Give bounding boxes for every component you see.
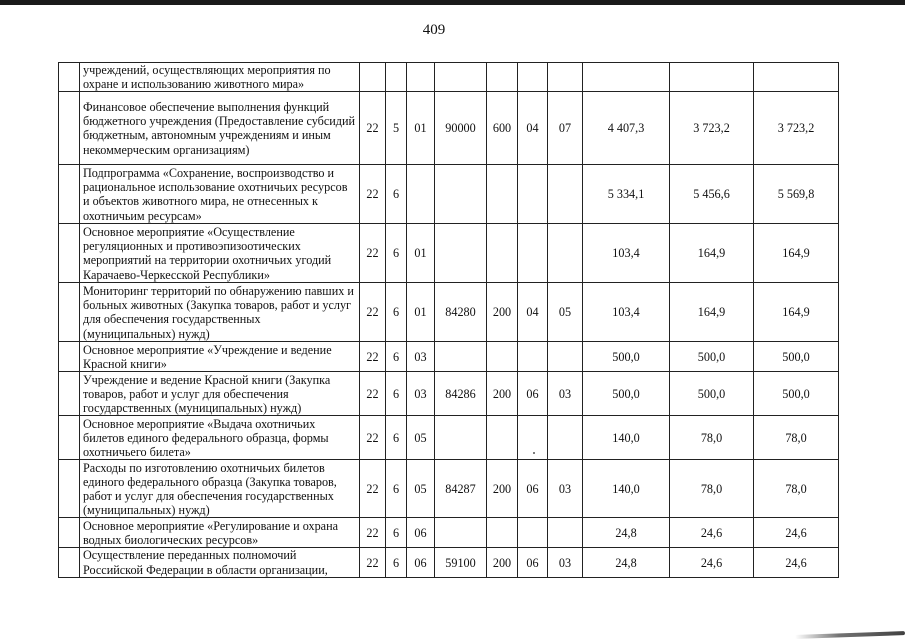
code-3-cell xyxy=(407,165,435,224)
code-4-cell xyxy=(435,518,487,548)
row-number-cell xyxy=(59,63,80,92)
code-4-cell xyxy=(435,224,487,283)
code-6-cell: 04 xyxy=(518,283,548,342)
row-number-cell xyxy=(59,548,80,577)
row-number-cell xyxy=(59,92,80,165)
row-description: Учреждение и ведение Красной книги (Закупка товаров, работ и услуг для обеспечения государственных (муниципальных) нужд) xyxy=(80,372,360,416)
code-6-cell xyxy=(518,518,548,548)
row-description: Основное мероприятие «Выдача охотничьих билетов единого федерального образца, формы охотничьего билета» xyxy=(80,416,360,460)
row-number-cell xyxy=(59,416,80,460)
code-7-cell xyxy=(548,342,583,372)
row-description: Мониторинг территорий по обнаружению павших и больных животных (Закупка товаров, работ и услуг для обеспечения государственных (муниципальных) нужд) xyxy=(80,283,360,342)
amount-1-cell xyxy=(583,63,670,92)
row-description: Основное мероприятие «Регулирование и охрана водных биологических ресурсов» xyxy=(80,518,360,548)
code-7-cell xyxy=(548,63,583,92)
code-6-cell: 06 xyxy=(518,548,548,577)
code-4-cell: 90000 xyxy=(435,92,487,165)
code-7-cell xyxy=(548,518,583,548)
code-4-cell xyxy=(435,416,487,460)
code-1-cell: 22 xyxy=(360,460,386,518)
code-2-cell: 6 xyxy=(386,165,407,224)
code-2-cell: 6 xyxy=(386,342,407,372)
scan-top-border xyxy=(0,0,905,5)
amount-2-cell: 164,9 xyxy=(670,224,754,283)
code-2-cell: 5 xyxy=(386,92,407,165)
amount-2-cell: 500,0 xyxy=(670,372,754,416)
amount-2-cell: 164,9 xyxy=(670,283,754,342)
row-number-cell xyxy=(59,372,80,416)
code-3-cell: 03 xyxy=(407,342,435,372)
code-6-cell xyxy=(518,342,548,372)
amount-3-cell: 164,9 xyxy=(754,283,839,342)
code-5-cell: 200 xyxy=(487,548,518,577)
code-7-cell xyxy=(548,165,583,224)
amount-3-cell: 500,0 xyxy=(754,372,839,416)
code-1-cell: 22 xyxy=(360,548,386,577)
amount-3-cell: 24,6 xyxy=(754,518,839,548)
code-1-cell: 22 xyxy=(360,342,386,372)
code-2-cell: 6 xyxy=(386,283,407,342)
amount-1-cell: 500,0 xyxy=(583,342,670,372)
table-row xyxy=(59,518,839,548)
amount-2-cell xyxy=(670,63,754,92)
code-6-cell: 06 xyxy=(518,460,548,518)
code-2-cell: 6 xyxy=(386,518,407,548)
code-5-cell xyxy=(487,416,518,460)
row-number-cell xyxy=(59,224,80,283)
code-7-cell: 03 xyxy=(548,548,583,577)
amount-3-cell: 78,0 xyxy=(754,416,839,460)
amount-1-cell: 103,4 xyxy=(583,224,670,283)
code-3-cell: 03 xyxy=(407,372,435,416)
code-3-cell xyxy=(407,63,435,92)
code-2-cell: 6 xyxy=(386,372,407,416)
code-5-cell: 200 xyxy=(487,460,518,518)
code-4-cell xyxy=(435,165,487,224)
row-description: Осуществление переданных полномочий Российской Федерации в области организации, xyxy=(80,548,360,577)
code-7-cell: 05 xyxy=(548,283,583,342)
row-description: Основное мероприятие «Осуществление регуляционных и противоэпизоотических мероприятий на территории охотничьих угодий Карачаево-Черкесской Республики» xyxy=(80,224,360,283)
code-5-cell: 600 xyxy=(487,92,518,165)
code-7-cell: 03 xyxy=(548,460,583,518)
table-row xyxy=(59,165,839,224)
code-2-cell: 6 xyxy=(386,548,407,577)
amount-1-cell: 140,0 xyxy=(583,416,670,460)
amount-1-cell: 103,4 xyxy=(583,283,670,342)
code-7-cell xyxy=(548,224,583,283)
code-1-cell: 22 xyxy=(360,165,386,224)
code-1-cell: 22 xyxy=(360,518,386,548)
code-3-cell: 01 xyxy=(407,283,435,342)
code-3-cell: 01 xyxy=(407,92,435,165)
table-row xyxy=(59,283,839,342)
code-5-cell xyxy=(487,165,518,224)
code-6-cell: 04 xyxy=(518,92,548,165)
code-6-cell xyxy=(518,165,548,224)
row-number-cell xyxy=(59,283,80,342)
amount-2-cell: 500,0 xyxy=(670,342,754,372)
amount-3-cell: 164,9 xyxy=(754,224,839,283)
row-description: Основное мероприятие «Учреждение и ведение Красной книги» xyxy=(80,342,360,372)
code-2-cell: 6 xyxy=(386,460,407,518)
code-1-cell: 22 xyxy=(360,283,386,342)
table-row xyxy=(59,460,839,518)
code-7-cell xyxy=(548,416,583,460)
code-5-cell xyxy=(487,224,518,283)
amount-2-cell: 5 456,6 xyxy=(670,165,754,224)
row-description: Финансовое обеспечение выполнения функций бюджетного учреждения (Предоставление субсидий бюджетным, автономным учреждениям и иным некоммерческим организациям) xyxy=(80,92,360,165)
code-6-cell xyxy=(518,224,548,283)
code-4-cell xyxy=(435,63,487,92)
page-number: 409 xyxy=(422,22,446,38)
code-4-cell: 84280 xyxy=(435,283,487,342)
code-3-cell: 06 xyxy=(407,548,435,577)
code-6-cell: 06 xyxy=(518,372,548,416)
amount-1-cell: 4 407,3 xyxy=(583,92,670,165)
amount-3-cell: 24,6 xyxy=(754,548,839,577)
amount-3-cell: 78,0 xyxy=(754,460,839,518)
row-number-cell xyxy=(59,165,80,224)
code-2-cell: 6 xyxy=(386,224,407,283)
amount-1-cell: 5 334,1 xyxy=(583,165,670,224)
amount-3-cell: 3 723,2 xyxy=(754,92,839,165)
code-2-cell xyxy=(386,63,407,92)
code-5-cell xyxy=(487,518,518,548)
amount-3-cell xyxy=(754,63,839,92)
amount-1-cell: 24,8 xyxy=(583,518,670,548)
table-row xyxy=(59,63,839,92)
amount-2-cell: 78,0 xyxy=(670,460,754,518)
code-7-cell: 03 xyxy=(548,372,583,416)
code-5-cell xyxy=(487,63,518,92)
code-1-cell: 22 xyxy=(360,224,386,283)
amount-1-cell: 140,0 xyxy=(583,460,670,518)
amount-2-cell: 3 723,2 xyxy=(670,92,754,165)
amount-2-cell: 24,6 xyxy=(670,548,754,577)
code-6-cell xyxy=(518,63,548,92)
row-number-cell xyxy=(59,460,80,518)
code-3-cell: 06 xyxy=(407,518,435,548)
table-row xyxy=(59,342,839,372)
code-4-cell: 84286 xyxy=(435,372,487,416)
code-4-cell: 59100 xyxy=(435,548,487,577)
row-description: учреждений, осуществляющих мероприятия по охране и использованию животного мира» xyxy=(80,63,360,92)
table-row xyxy=(59,372,839,416)
code-4-cell: 84287 xyxy=(435,460,487,518)
row-number-cell xyxy=(59,518,80,548)
code-3-cell: 01 xyxy=(407,224,435,283)
code-3-cell: 05 xyxy=(407,460,435,518)
budget-table xyxy=(58,62,839,578)
amount-3-cell: 500,0 xyxy=(754,342,839,372)
row-description: Расходы по изготовлению охотничьих билетов единого федерального образца (Закупка товаров, работ и услуг для обеспечения государственных (муниципальных) нужд) xyxy=(80,460,360,518)
amount-1-cell: 500,0 xyxy=(583,372,670,416)
table-row xyxy=(59,224,839,283)
row-description: Подпрограмма «Сохранение, воспроизводство и рациональное использование охотничьих ресурсов и объектов животного мира, не отнесенных к охотничьим ресурсам» xyxy=(80,165,360,224)
code-3-cell: 05 xyxy=(407,416,435,460)
code-5-cell: 200 xyxy=(487,283,518,342)
amount-1-cell: 24,8 xyxy=(583,548,670,577)
code-2-cell: 6 xyxy=(386,416,407,460)
code-7-cell: 07 xyxy=(548,92,583,165)
code-5-cell xyxy=(487,342,518,372)
code-1-cell: 22 xyxy=(360,92,386,165)
row-number-cell xyxy=(59,342,80,372)
code-4-cell xyxy=(435,342,487,372)
code-1-cell: 22 xyxy=(360,372,386,416)
code-1-cell: 22 xyxy=(360,416,386,460)
scan-edge-mark xyxy=(795,631,905,639)
scan-speck xyxy=(533,452,535,454)
amount-3-cell: 5 569,8 xyxy=(754,165,839,224)
table-row xyxy=(59,416,839,460)
amount-2-cell: 78,0 xyxy=(670,416,754,460)
amount-2-cell: 24,6 xyxy=(670,518,754,548)
code-5-cell: 200 xyxy=(487,372,518,416)
table-row xyxy=(59,548,839,577)
code-1-cell xyxy=(360,63,386,92)
table-row xyxy=(59,92,839,165)
